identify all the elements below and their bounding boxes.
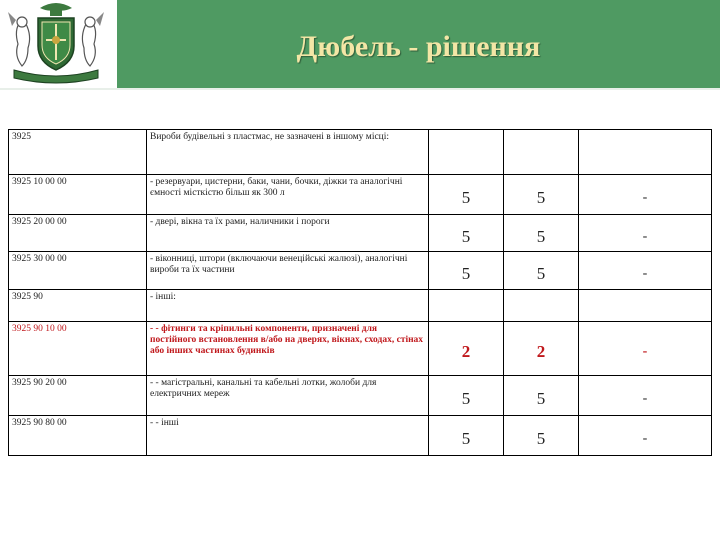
rate-1-cell: 5: [429, 252, 504, 290]
rate-2-cell: [504, 290, 579, 322]
rate-3-cell: -: [579, 175, 712, 215]
rate-1-cell: [429, 290, 504, 322]
divider: [0, 88, 720, 90]
page-title: Дюбель - рішення: [296, 30, 541, 63]
tariff-code-cell: 3925 20 00 00: [9, 215, 147, 252]
description-cell: Вироби будівельні з пластмас, не зазначені в іншому місці:: [147, 130, 429, 175]
rate-3-cell: -: [579, 376, 712, 416]
table-row: [9, 322, 712, 376]
tariff-code-cell: 3925: [9, 130, 147, 175]
rate-1-cell: 2: [429, 322, 504, 376]
rate-3-cell: [579, 130, 712, 175]
description-cell: - - інші: [147, 416, 429, 456]
tariff-code-cell: 3925 90: [9, 290, 147, 322]
coat-of-arms-icon: [0, 0, 113, 88]
rate-1-cell: 5: [429, 376, 504, 416]
title-bar: [117, 0, 720, 88]
tariff-code-cell: 3925 90 80 00: [9, 416, 147, 456]
table-row: [9, 175, 712, 215]
logo: [0, 0, 113, 88]
rate-3-cell: -: [579, 416, 712, 456]
rate-2-cell: [504, 130, 579, 175]
rate-1-cell: [429, 130, 504, 175]
description-cell: - - фітинги та кріпильні компоненти, призначені для постійного встановлення в/або на дверях, вікнах, сходах, стінах або інших частинах будинків: [147, 322, 429, 376]
rate-3-cell: -: [579, 252, 712, 290]
rate-1-cell: 5: [429, 175, 504, 215]
description-cell: - інші:: [147, 290, 429, 322]
tariff-code-cell: 3925 90 20 00: [9, 376, 147, 416]
rate-1-cell: 5: [429, 215, 504, 252]
rate-2-cell: 2: [504, 322, 579, 376]
tariff-table-body: [9, 130, 712, 456]
rate-3-cell: [579, 290, 712, 322]
rate-2-cell: 5: [504, 416, 579, 456]
rate-3-cell: -: [579, 322, 712, 376]
rate-2-cell: 5: [504, 252, 579, 290]
table-row: [9, 290, 712, 322]
table-row: [9, 130, 712, 175]
tariff-code-cell: 3925 10 00 00: [9, 175, 147, 215]
table-row: [9, 376, 712, 416]
table-row: [9, 416, 712, 456]
table-row: [9, 252, 712, 290]
rate-2-cell: 5: [504, 175, 579, 215]
description-cell: - резервуари, цистерни, баки, чани, бочки, діжки та аналогічні ємності місткістю більш як 300 л: [147, 175, 429, 215]
rate-3-cell: -: [579, 215, 712, 252]
rate-2-cell: 5: [504, 376, 579, 416]
rate-1-cell: 5: [429, 416, 504, 456]
description-cell: - двері, вікна та їх рами, наличники і пороги: [147, 215, 429, 252]
rate-2-cell: 5: [504, 215, 579, 252]
description-cell: - - магістральні, канальні та кабельні лотки, жолоби для електричних мереж: [147, 376, 429, 416]
tariff-code-cell: 3925 90 10 00: [9, 322, 147, 376]
tariff-code-cell: 3925 30 00 00: [9, 252, 147, 290]
table-row: [9, 215, 712, 252]
tariff-table: [8, 129, 712, 456]
description-cell: - віконниці, штори (включаючи венеційські жалюзі), аналогічні вироби та їх частини: [147, 252, 429, 290]
